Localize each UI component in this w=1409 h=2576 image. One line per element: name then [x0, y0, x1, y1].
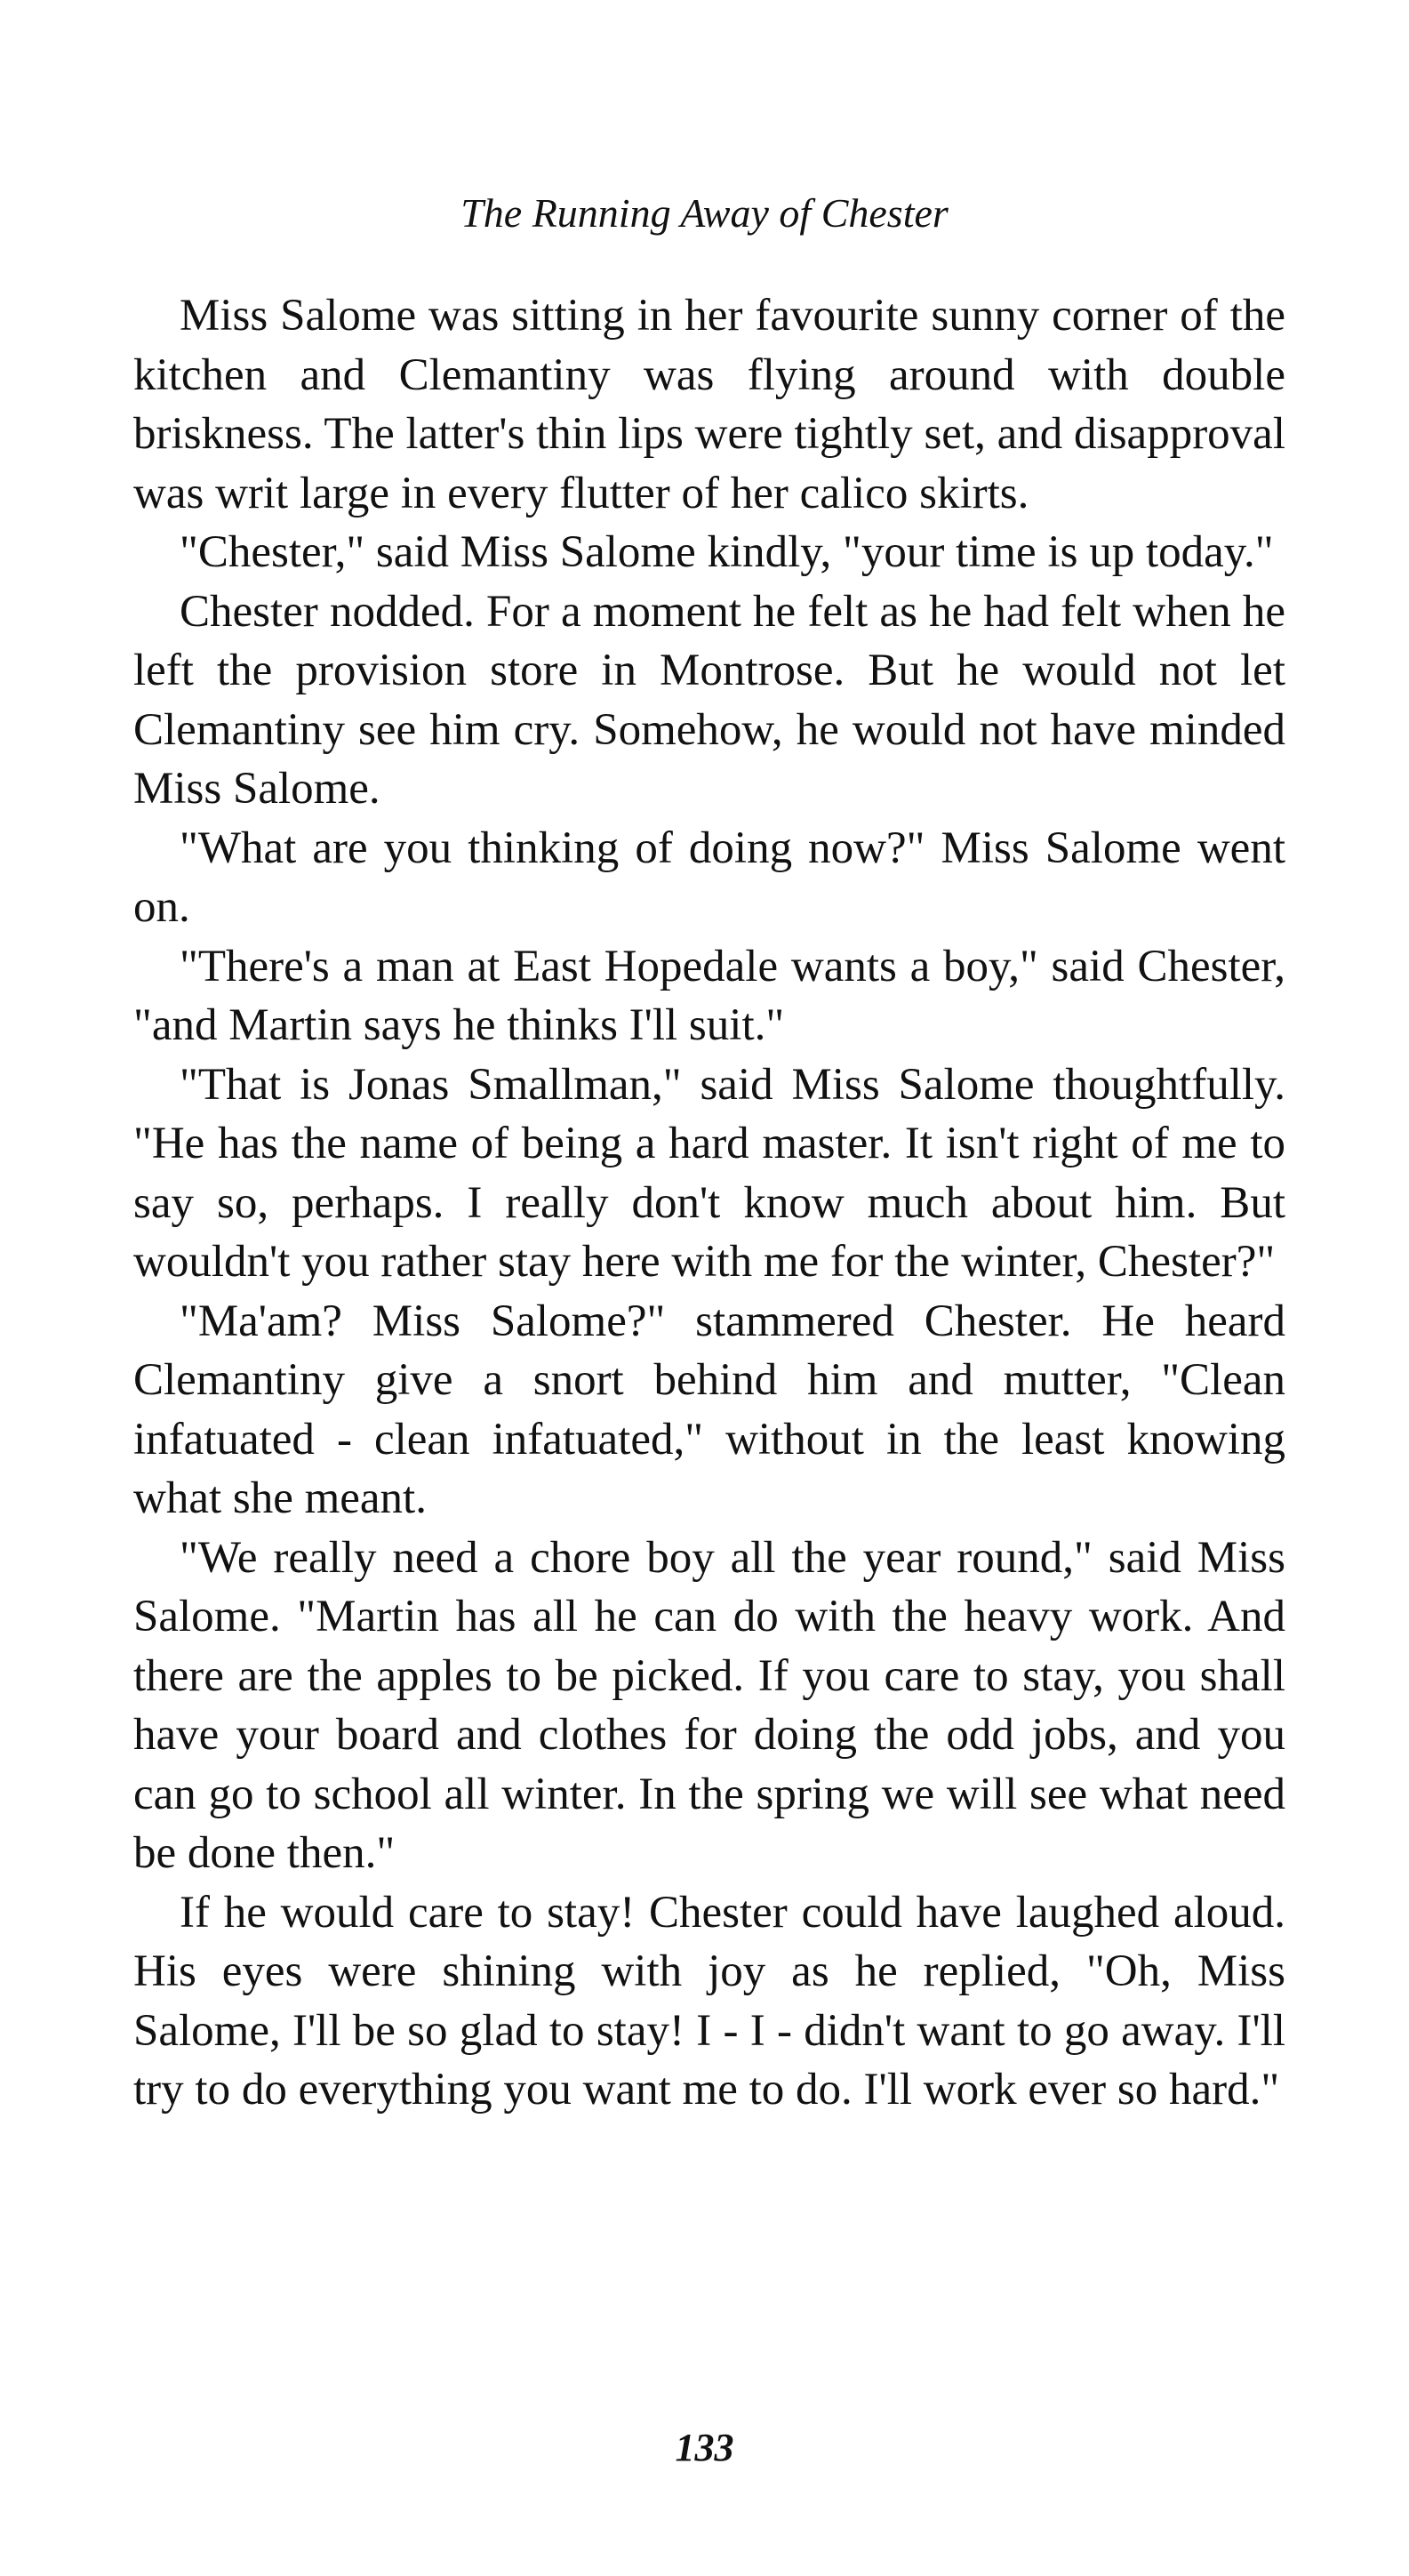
paragraph-1: Miss Salome was sitting in her favourite sunny corner of the kitchen and Clemantiny was flying around with double briskness. The latter's thin lips were tightly set, and disapproval was writ large in every flutter of her calico skirts.	[133, 291, 1285, 518]
paragraph-5: "There's a man at East Hopedale wants a boy," said Chester, "and Martin says he thinks I'll suit."	[133, 941, 1285, 1050]
paragraph-3: Chester nodded. For a moment he felt as he had felt when he left the provision store in Montrose. But he would not let Clemantiny see him cry. Somehow, he would not have minded Miss Salome.	[133, 586, 1285, 814]
body-text	[133, 286, 1285, 2120]
paragraph-9: If he would care to stay! Chester could have laughed aloud. His eyes were shining with joy as he replied, "Oh, Miss Salome, I'll be so glad to stay! I - I - didn't want to go away. I'll try to do everything you want me to do. I'll work ever so hard."	[133, 1887, 1285, 2115]
paragraph-2: "Chester," said Miss Salome kindly, "your time is up today."	[180, 527, 1274, 577]
page-number: 133	[675, 2426, 734, 2469]
paragraph-6: "That is Jonas Smallman," said Miss Salome thoughtfully. "He has the name of being a hard master. It isn't right of me to say so, perhaps. I really don't know much about him. But wouldn't you rather stay here with me for the winter, Chester?"	[133, 1059, 1285, 1287]
paragraph-4: "What are you thinking of doing now?" Miss Salome went on.	[133, 823, 1285, 932]
paragraph-8: "We really need a chore boy all the year round," said Miss Salome. "Martin has all he can do with the heavy work. And there are the apples to be picked. If you care to stay, you shall have your board and clothes for doing the odd jobs, and you can go to school all winter. In the spring we will see what need be done then."	[133, 1532, 1285, 1878]
paragraph-7: "Ma'am? Miss Salome?" stammered Chester. He heard Clemantiny give a snort behind him and mutter, "Clean infatuated - clean infatuated," without in the least knowing what she meant.	[133, 1296, 1285, 1523]
running-head: The Running Away of Chester	[460, 190, 949, 236]
